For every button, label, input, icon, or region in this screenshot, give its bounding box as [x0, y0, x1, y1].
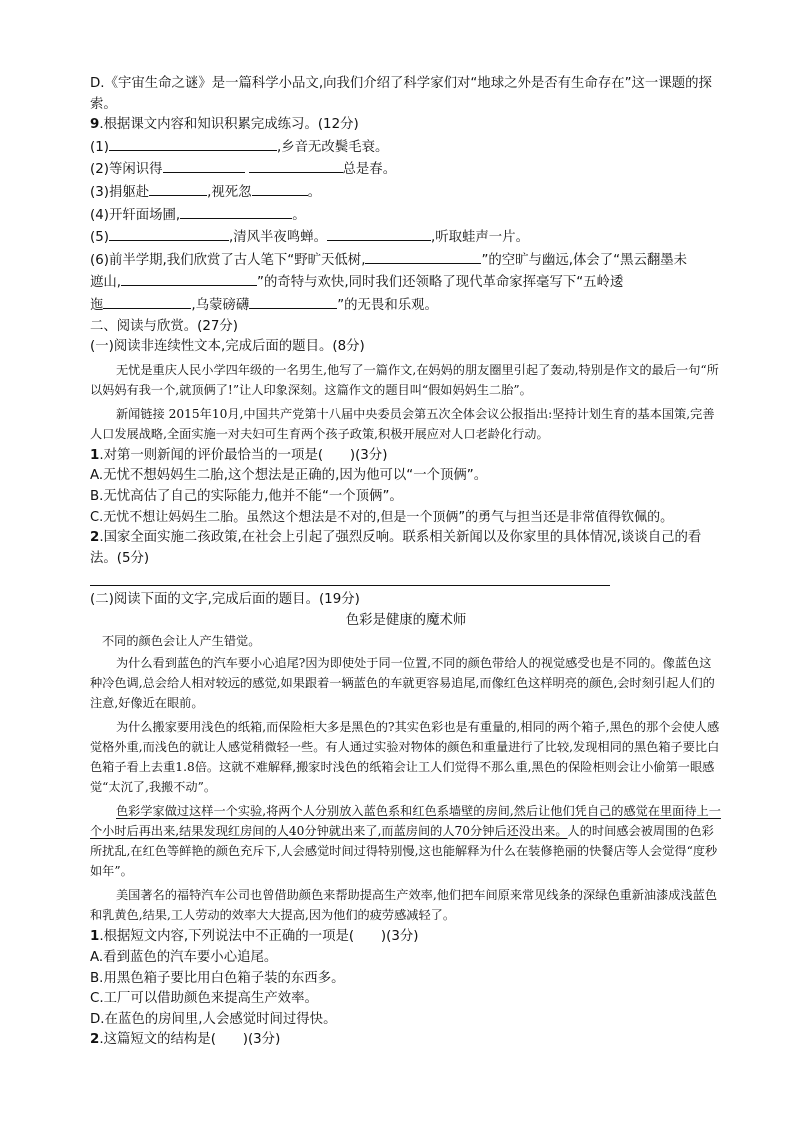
article-paragraph-2: 为什么看到蓝色的汽车要小心追尾?因为即使处于同一位置,不同的颜色带给人的视觉感受也是不同的。像蓝色这种冷色调,总会给人相对较远的感觉,如果跟着一辆蓝色的车就更容易追尾,而像红色这样明亮的颜色,会时刻引起人们的注意,好像近在眼前。	[90, 656, 715, 711]
answer-line[interactable]	[90, 585, 610, 586]
part2-q1-option-b: B.用黑色箱子要比用白色箱子装的东西多。	[90, 970, 345, 986]
q9-title-text: .根据课文内容和知识积累完成练习。(12分)	[99, 117, 359, 133]
answer-blank[interactable]	[149, 181, 207, 196]
q9-line-5: (5) ,清风半夜鸣蝉。 ,听取蛙声一片。	[90, 226, 722, 249]
article-paragraph-1: 不同的颜色会让人产生错觉。	[102, 634, 261, 649]
part1-q2: 2.国家全面实施二孩政策,在社会上引起了强烈反响。联系相关新闻以及你家里的具体情况,谈谈自己的看法。(5分)	[90, 530, 702, 566]
q9-line-1: (1) ,乡音无改鬓毛衰。	[90, 136, 722, 159]
q9-line-3: (3)捐躯赴 ,视死忽 。	[90, 181, 722, 204]
answer-blank[interactable]	[249, 158, 343, 173]
answer-blank[interactable]	[365, 249, 481, 264]
answer-blank[interactable]	[121, 271, 257, 286]
article-paragraph-4: 色彩学家做过这样一个实验,将两个人分别放入蓝色系和红色系墙壁的房间,然后让他们凭自己的感觉在里面待上一个小时后再出来,结果发现红房间的人40分钟就出来了,而蓝房间的人70分钟后还没出来。人的时间感会被周围的色彩所扰乱,在红色等鲜艳的颜色充斥下,人会感觉时间过得特别慢,这也能解释为什么在装修艳丽的快餐店等人会觉得“度秒如年”。	[90, 804, 721, 879]
part2-q1-option-d: D.在蓝色的房间里,人会感觉时间过得快。	[90, 1011, 337, 1027]
answer-blank[interactable]	[252, 181, 308, 196]
part-2-heading: (二)阅读下面的文字,完成后面的题目。(19分)	[90, 592, 360, 608]
underlined-sentence: 色彩学家做过这样一个实验,将两个人分别放入蓝色系和红色系墙壁的房间,然后让他们凭自己的感觉在里面待上一个小时后再出来,结果发现红房间的人40分钟就出来了,而蓝房间的人70分钟后还没出来。	[90, 804, 721, 839]
worksheet-page	[90, 74, 722, 1051]
section-2-heading: 二、阅读与欣赏。(27分)	[90, 318, 239, 334]
answer-blank[interactable]	[103, 294, 191, 309]
q9-line-6b: 遮山, ”的奇特与欢快,同时我们还领略了现代革命家挥毫写下“五岭逶	[90, 271, 722, 294]
q9-line-2: (2)等闲识得 总是春。	[90, 158, 722, 181]
part1-q1: 1.对第一则新闻的评价最恰当的一项是( )(3分)	[90, 447, 388, 463]
answer-blank[interactable]	[180, 204, 292, 219]
q9-line-4: (4)开轩面场圃, 。	[90, 204, 722, 227]
article-paragraph-5: 美国著名的福特汽车公司也曾借助颜色来帮助提高生产效率,他们把车间原来常见线条的深绿色重新油漆成浅蓝色和乳黄色,结果,工人劳动的效率大大提高,因为他们的疲劳感减轻了。	[90, 888, 718, 923]
part1-q1-option-c: C.无忧不想让妈妈生二胎。虽然这个想法是不对的,但是一个顶俩”的勇气与担当还是非常值得钦佩的。	[90, 509, 674, 525]
part2-q1-option-c: C.工厂可以借助颜色来提高生产效率。	[90, 991, 318, 1007]
answer-blank[interactable]	[327, 226, 431, 241]
article-paragraph-3: 为什么搬家要用浅色的纸箱,而保险柜大多是黑色的?其实色彩也是有重量的,相同的两个箱子,黑色的那个会使人感觉格外重,而浅色的就让人感觉稍微轻一些。有人通过实验对物体的颜色和重量进行了比较,发现相同的黑色箱子要比白色箱子看上去重1.8倍。这就不难解释,搬家时浅色的纸箱会让工人们觉得不那么重,黑色的保险柜则会让小偷第一眼感觉“太沉了,我搬不动”。	[90, 720, 720, 795]
part1-q1-option-a: A.无忧不想妈妈生二胎,这个想法是正确的,因为他可以“一个顶俩”。	[90, 468, 488, 484]
news-item-2: 新闻链接 2015年10月,中国共产党第十八届中央委员会第五次全体会议公报指出:坚持计划生育的基本国策,完善人口发展战略,全面实施一对夫妇可生育两个孩子政策,积极开展应对人口老龄化行动。	[90, 406, 715, 441]
news-item-1: 无忧是重庆人民小学四年级的一名男生,他写了一篇作文,在妈妈的朋友圈里引起了轰动,特别是作文的最后一句“所以妈妈有我一个,就顶俩了!”让人印象深刻。这篇作文的题目叫“假如妈妈生二胎”。	[90, 362, 719, 397]
q9-line-6a: (6)前半学期,我们欣赏了古人笔下“野旷天低树, ”的空旷与幽远,体会了“黑云翻墨未	[90, 249, 722, 272]
part2-q1: 1.根据短文内容,下列说法中不正确的一项是( )(3分)	[90, 929, 419, 945]
q9-number: 9	[90, 117, 100, 133]
answer-blank[interactable]	[109, 136, 277, 151]
q9-line-6c: 迤 ,乌蒙磅礴 ”的无畏和乐观。	[90, 294, 722, 317]
part1-q1-option-b: B.无忧高估了自己的实际能力,他并不能“一个顶俩”。	[90, 488, 403, 504]
answer-blank[interactable]	[249, 294, 337, 309]
part2-q1-option-a: A.看到蓝色的汽车要小心追尾。	[90, 950, 278, 966]
q9-title	[90, 115, 722, 136]
q8-option-d: D.《宇宙生命之谜》是一篇科学小品文,向我们介绍了科学家们对“地球之外是否有生命存在”这一课题的探索。	[90, 76, 712, 112]
article-title: 色彩是健康的魔术师	[345, 612, 467, 628]
answer-blank[interactable]	[109, 226, 229, 241]
answer-blank[interactable]	[163, 158, 245, 173]
part2-q2: 2.这篇短文的结构是( )(3分)	[90, 1032, 281, 1048]
part-1-heading: (一)阅读非连续性文本,完成后面的题目。(8分)	[90, 339, 365, 355]
